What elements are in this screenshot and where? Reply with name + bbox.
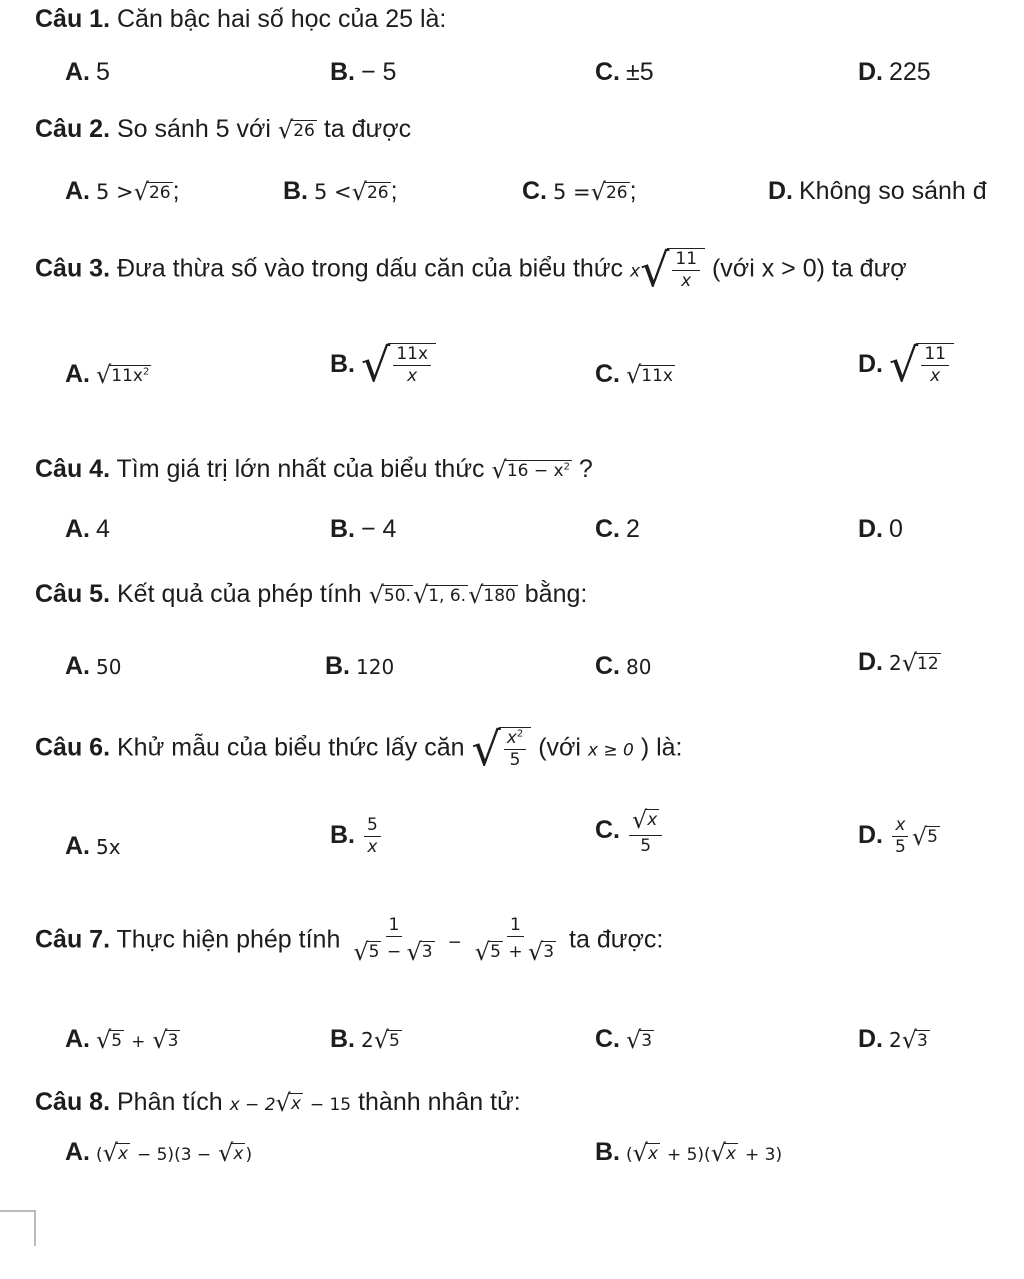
q8-option-a[interactable]: A. (√x − 5)(3 − √x ) [65,1138,253,1168]
option-key: B. [330,1025,355,1053]
denominator: 5 [895,837,906,858]
option-value: 50 [96,655,122,679]
radicand: x [647,809,658,830]
option-value: Không so sánh đ [799,177,987,205]
option-value: 2 [626,515,640,543]
q2-option-d[interactable] [768,177,987,206]
q3-option-d[interactable] [858,338,954,392]
question-text: Phân tích [116,1088,223,1116]
option-key: D. [858,58,883,86]
question-label: Câu 5. [35,580,111,608]
option-key: A. [65,360,90,388]
denominator: x [681,271,692,291]
option-value: 0 [889,515,903,543]
q1-option-c[interactable] [595,58,654,87]
coefficient: 2 [889,1028,902,1052]
q7-option-d[interactable]: D. 2√3 [858,1025,928,1055]
option-key: D. [858,515,883,543]
q7-option-a[interactable]: A. √5 + √3 [65,1025,179,1055]
option-value: 5 [96,58,110,86]
question-6 [35,722,683,776]
question-tail: (với x > 0) ta đượ [711,254,907,283]
radicand: 180 [483,585,516,606]
option-key: D. [858,648,883,676]
operator: − [447,932,462,953]
numerator: x [506,727,517,748]
numerator: x [892,815,908,837]
expression-part: 3 − [180,1145,212,1165]
option-value: − 5 [361,58,397,86]
sqrt-expression: $√11x^2$ [96,361,150,390]
question-text: Căn bậc hai số học của 25 là: [116,5,447,33]
radicand: x [117,1143,128,1164]
q2-option-b[interactable] [283,177,398,206]
fraction-2: $\frac{1}{√5 + √3}$ [474,915,555,967]
option-key: A. [65,1025,90,1053]
option-suffix: ; [172,177,180,205]
q6-option-d[interactable] [858,815,940,859]
question-text: So sánh 5 với [116,115,271,143]
question-text: Tìm giá trị lớn nhất của biểu thức [116,455,485,483]
sqrt-expression: √x [632,806,658,834]
radicand: 3 [543,942,555,963]
radicand: 5 [490,942,501,963]
radicand: 26 [366,182,389,203]
denominator: 5 [640,836,652,856]
question-label: Câu 8. [35,1088,111,1116]
q4-option-a[interactable] [65,515,110,544]
option-key: A. [65,177,90,205]
radicand: 3 [421,942,433,963]
paren: ) [167,1145,175,1165]
coefficient: x [630,261,641,282]
option-key: A. [65,652,90,680]
option-prefix: 5 > [96,180,134,204]
option-key: D. [768,177,793,205]
paren: ( [626,1145,633,1165]
radicand: 3 [167,1030,179,1051]
q6-option-a[interactable] [65,832,121,861]
q8-option-b[interactable]: B. (√x + 5)(√x + 3) [595,1138,783,1168]
option-prefix: 5 = [553,180,591,204]
q4-option-b[interactable] [330,515,396,544]
option-key: B. [330,515,355,543]
condition-open: (với [538,733,581,762]
paren: ( [96,1145,103,1165]
numerator: 11 [921,344,949,366]
q3-option-b[interactable] [330,338,436,392]
option-key: B. [330,58,355,86]
question-label: Câu 3. [35,254,111,283]
expression-part: + 5 [666,1145,698,1165]
radicand: 50. [383,585,411,606]
option-key: C. [595,360,620,388]
question-5 [35,580,587,609]
option-key: C. [595,1025,620,1053]
exponent: 2 [143,366,150,378]
q5-option-d[interactable] [858,648,941,677]
denominator: x [930,366,941,386]
q7-option-c[interactable]: C. √3 [595,1025,653,1055]
option-prefix: 5 < [314,180,352,204]
operator: + [508,942,523,963]
sqrt-expression: √50. [368,581,411,610]
radicand: 5 [389,1030,400,1051]
radicand: x [647,1143,658,1164]
radicand: 3 [641,1030,653,1051]
radicand: x [233,1143,244,1164]
denominator: x [367,837,378,858]
q1-option-d[interactable] [858,58,931,87]
q5-option-a[interactable] [65,652,121,681]
option-key: A. [65,515,90,543]
option-key: C. [522,177,547,205]
sqrt-expression: √26 [277,116,315,145]
question-1 [35,5,446,34]
question-label: Câu 4. [35,455,111,483]
question-tail: ta được: [569,925,664,954]
option-value: 5x [96,835,121,859]
option-key: B. [330,349,355,378]
question-tail: ta được [323,115,412,143]
page-corner-mark [0,1210,36,1246]
question-4 [35,455,593,484]
q6-option-b[interactable] [330,815,384,859]
option-key: B. [325,652,350,680]
radicand: 5 [368,942,380,963]
sqrt-expression: √12 [901,649,939,678]
sqrt-expression: √1, 6. [412,581,467,610]
option-key: D. [858,349,883,378]
question-2 [35,115,411,144]
sqrt-fraction: √ $\frac{11}{x}$ [640,243,705,297]
numerator: 1 [507,915,524,937]
radicand: 5 [111,1030,123,1051]
option-value: − 4 [361,515,397,543]
question-label: Câu 1. [35,5,111,33]
numerator: 1 [386,915,403,937]
paren: ) [775,1145,783,1165]
radicand: 26 [148,182,171,203]
sqrt-expression: √180 [468,581,516,610]
coefficient: 2 [361,1028,374,1052]
question-text: Kết quả của phép tính [116,580,362,608]
question-tail: bằng: [524,580,588,608]
numerator: 11x [393,344,431,366]
question-tail: ) là: [640,733,683,762]
expression-part: x − 2 [229,1095,276,1115]
option-value: 225 [889,58,931,86]
paren: ( [174,1145,181,1165]
option-key: D. [858,1025,883,1053]
q2-option-c[interactable] [522,177,637,206]
sqrt-fraction: √ $\frac{x^2}{5}$ [471,722,531,776]
radicand: 11x [111,365,143,386]
sqrt-expression: √11x [626,361,673,390]
question-3 [35,243,907,297]
operator: − [386,942,402,963]
numerator: 11 [672,249,700,271]
option-key: A. [65,58,90,86]
numerator: 5 [364,815,381,837]
option-key: B. [595,1138,620,1166]
option-suffix: ; [390,177,398,205]
question-tail: ? [578,455,593,483]
sqrt-fraction: √ $\frac{11}{x}$ [889,338,954,392]
option-value: 120 [356,655,395,679]
radicand: 26 [605,182,628,203]
denominator: x [407,366,418,386]
paren: )( [697,1145,711,1165]
exponent: 2 [563,461,570,473]
option-key: A. [65,1138,90,1166]
radicand: 5 [927,827,938,848]
q1-option-a[interactable] [65,58,110,87]
q1-option-b[interactable] [330,58,396,87]
radicand: 3 [917,1030,928,1051]
q4-option-d[interactable] [858,515,903,544]
radicand: 11x [641,365,673,386]
radicand: x [290,1093,301,1114]
sqrt-expression: √26 [351,178,389,207]
option-key: C. [595,515,620,543]
question-tail: thành nhân tử: [358,1088,521,1116]
radicand: 12 [917,653,939,674]
exponent: 2 [516,728,524,740]
expression-part: − 15 [309,1095,352,1115]
q5-option-b[interactable] [325,652,394,681]
q6-option-c[interactable] [595,805,665,857]
operator: + [131,1032,146,1052]
question-text: Thực hiện phép tính [116,925,341,954]
denominator: 5 [509,750,521,770]
option-key: C. [595,652,620,680]
radicand: 16 − x [506,460,564,481]
q5-option-c[interactable] [595,652,651,681]
radicand: 1, 6. [428,585,467,606]
radicand: 26 [293,120,315,141]
sqrt-expression: $√16 - x^2$ [491,456,570,485]
option-key: C. [595,58,620,86]
question-label: Câu 2. [35,115,111,143]
q3-option-a[interactable] [65,360,151,389]
q7-option-b[interactable]: B. 2√5 [330,1025,400,1055]
question-label: Câu 7. [35,925,111,954]
sqrt-fraction: √ $\frac{11x}{x}$ [361,338,436,392]
option-value: 4 [96,515,110,543]
paren: ) [245,1145,253,1165]
option-key: D. [858,821,883,850]
radicand: x [725,1143,737,1164]
question-7 [35,915,663,967]
option-key: B. [283,177,308,205]
condition: x ≥ 0 [587,740,634,761]
q2-option-a[interactable] [65,177,180,206]
coefficient: 2 [889,651,902,675]
option-value: 80 [626,655,652,679]
option-key: B. [330,821,355,850]
sqrt-expression: √5 [911,822,938,851]
question-8: Câu 8. Phân tích x − 2√x − 15 thành nhân tử: [35,1088,521,1118]
sqrt-expression: √26 [590,178,628,207]
option-key: A. [65,832,90,860]
expression-part: − 5 [136,1145,168,1165]
question-label: Câu 6. [35,733,111,762]
sqrt-expression: √26 [133,178,171,207]
expression-part: + 3 [745,1145,776,1165]
option-key: C. [595,815,620,844]
option-suffix: ; [629,177,637,205]
q4-option-c[interactable] [595,515,640,544]
fraction-1: $\frac{1}{√5 - √3}$ [353,915,433,967]
option-value: ±5 [626,58,654,86]
question-text: Đưa thừa số vào trong dấu căn của biểu thức [116,254,624,283]
q3-option-c[interactable] [595,360,675,389]
question-text: Khử mẫu của biểu thức lấy căn [116,733,465,762]
